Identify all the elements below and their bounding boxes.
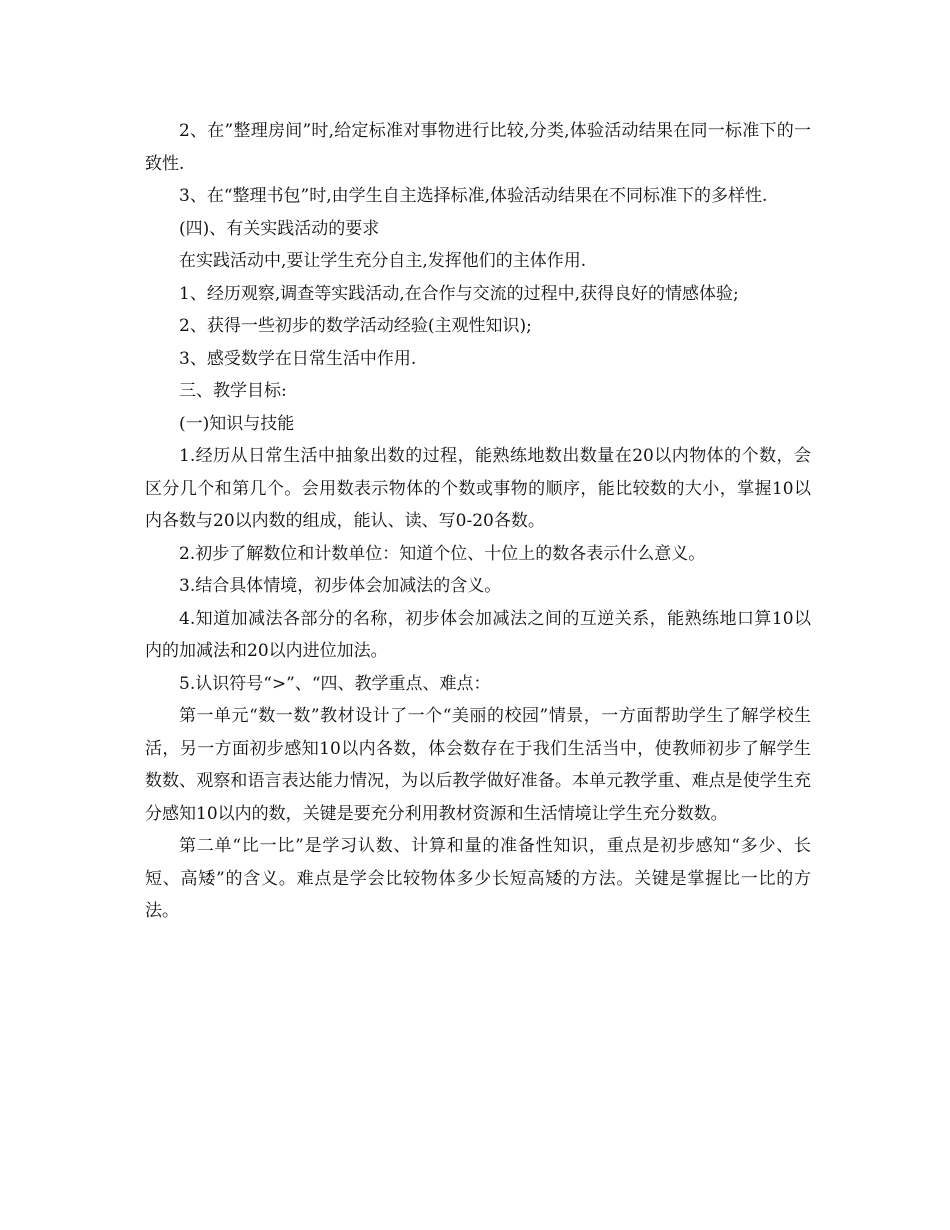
paragraph-practice-item-2: 2、获得一些初步的数学活动经验(主观性知识); (179, 316, 532, 336)
section-heading-practice-requirements: (四)、有关实践活动的要求 (179, 218, 380, 239)
paragraph-goal-1: 1.经历从日常生活中抽象出数的过程，能熟练地数出数量在20以内物体的个数，会区分几个和第几个。会用数表示物体的个数或事物的顺序，能比较数的大小，掌握10以内各数与20以内数的组成，能认、读、写0-20各数。 (145, 446, 811, 531)
paragraph-sort-room: 2、在”整理房间”时,给定标准对事物进行比较,分类,体验活动结果在同一标准下的一致性. (145, 121, 811, 174)
paragraph-goal-3: 3.结合具体情境，初步体会加减法的含义。 (179, 576, 502, 596)
paragraph-goal-5: 5.认识符号“>”、“四、教学重点、难点： (179, 673, 491, 694)
document-body (145, 115, 811, 928)
paragraph-practice-intro: 在实践活动中,要让学生充分自主,发挥他们的主体作用. (179, 251, 587, 271)
paragraph-practice-item-1: 1、经历观察,调查等实践活动,在合作与交流的过程中,获得良好的情感体验; (179, 283, 739, 304)
paragraph-unit-1: 第一单元“数一数”教材设计了一个“美丽的校园”情景，一方面帮助学生了解学校生活，另一方面初步感知10以内各数，体会数存在于我们生活当中，使教师初步了解学生数数、观察和语言表达能力情况，为以后教学做好准备。本单元教学重、难点是使学生充分感知10以内的数，关键是要充分利用教材资源和生活情境让学生充分数数。 (145, 706, 811, 824)
subsection-heading-knowledge-skills: (一)知识与技能 (179, 413, 295, 434)
section-heading-teaching-goals: 三、教学目标: (179, 381, 287, 401)
paragraph-goal-4: 4.知道加减法各部分的名称，初步体会加减法之间的互逆关系，能熟练地口算10以内的加减法和20以内进位加法。 (145, 608, 811, 661)
paragraph-goal-2: 2.初步了解数位和计数单位：知道个位、十位上的数各表示什么意义。 (179, 543, 706, 564)
paragraph-unit-2: 第二单“比一比”是学习认数、计算和量的准备性知识，重点是初步感知“多少、长短、高矮”的含义。难点是学会比较物体多少长短高矮的方法。关键是掌握比一比的方法。 (145, 836, 811, 921)
paragraph-sort-schoolbag: 3、在“整理书包”时,由学生自主选择标准,体验活动结果在不同标准下的多样性. (179, 186, 768, 206)
paragraph-practice-item-3: 3、感受数学在日常生活中作用. (179, 348, 417, 369)
